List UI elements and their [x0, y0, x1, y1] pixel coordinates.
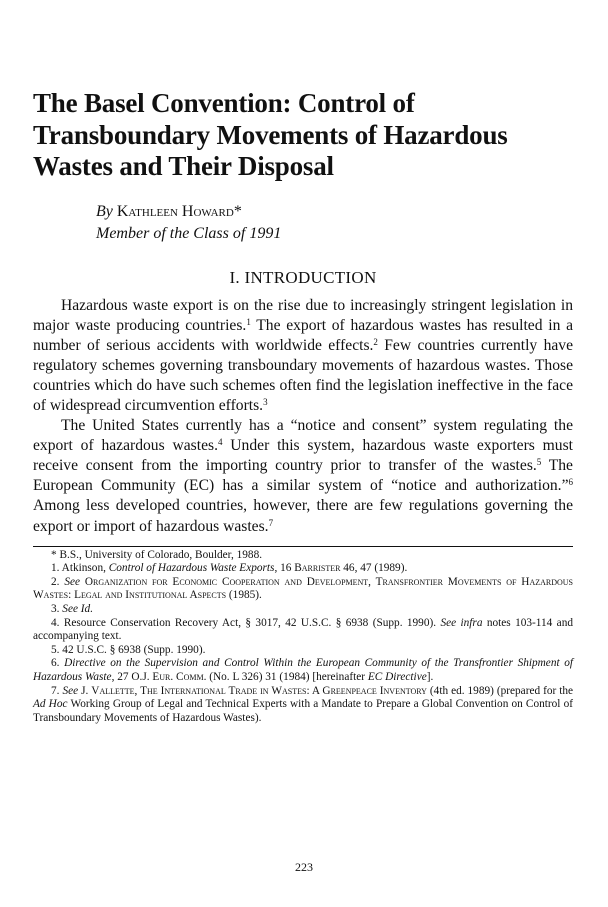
italic-text: EC Directive [367, 670, 427, 683]
text-run: J. [78, 684, 92, 697]
text-run: (4th ed. 1989) (prepared for the [426, 684, 574, 697]
text-run: The European Community (EC) has a similar system of “notice and authorization.” [33, 457, 573, 495]
text-run: 1. Atkinson, [51, 562, 109, 575]
footnote-ref: 1 [246, 316, 251, 327]
text-run: , 16 [274, 562, 295, 575]
byline [96, 201, 573, 245]
footnote [33, 549, 573, 563]
text-run: 2. [51, 575, 65, 588]
footnote [33, 644, 573, 658]
text-run: , 27 O.J. [111, 670, 153, 683]
footnote-ref: 7 [268, 517, 274, 528]
title-line: Transboundary Movements of Hazardous [33, 119, 508, 150]
footnote-ref: 4 [217, 437, 223, 448]
byline-by: By [96, 202, 113, 220]
small-caps-text: Eur. Comm. [152, 670, 207, 683]
italic-text: See [64, 575, 80, 588]
small-caps-text: Barrister [294, 562, 341, 575]
author-footnote-mark: * [233, 202, 242, 220]
footnotes [33, 549, 573, 726]
article-body [33, 296, 573, 537]
article-page [33, 88, 573, 725]
text-run: Under this system, hazardous waste exporters must receive consent from the importing country prior to transfer of the wastes. [33, 437, 573, 475]
small-caps-text: Organization for Economic Cooperation and Development, Transfrontier Movements of Hazardous Wastes: Legal and Institutional Aspects [33, 575, 574, 602]
author-affiliation: Member of the Class of 1991 [96, 224, 282, 242]
footnote [33, 657, 573, 684]
text-run: notes 103-114 and accompanying text. [33, 616, 573, 643]
footnote [33, 562, 573, 576]
text-run: 46, 47 (1989). [340, 562, 408, 575]
footnote-ref: 6 [568, 477, 573, 488]
text-run: 4. Resource Conservation Recovery Act, § 3017, 42 U.S.C. § 6938 (Supp. 1990). [51, 616, 441, 629]
italic-text: See infra [440, 616, 483, 629]
text-run: 6. [51, 657, 65, 670]
article-title [33, 88, 573, 183]
author-name: Kathleen Howard [116, 202, 234, 220]
text-run: 3. [51, 603, 63, 615]
text-run: (1985). [226, 589, 262, 602]
text-run: The export of hazardous wastes has resulted in a number of serious accidents with worldwide effects. [33, 316, 573, 354]
footnote [33, 576, 573, 603]
text-run: * B.S., University of Colorado, Boulder, 1988. [51, 548, 263, 561]
footnote [33, 617, 573, 644]
small-caps-text: Vallette, The International Trade in Wastes: A Greenpeace Inventory [91, 684, 427, 697]
text-run: Few countries currently have regulatory schemes governing transboundary movements of hazardous wastes. Those countries which do have such schemes often find the legislation ineffective in the face of widespread circumvention efforts. [33, 336, 573, 414]
footnote [33, 603, 573, 617]
text-run: 7. [51, 684, 63, 697]
title-line: Wastes and Their Disposal [33, 151, 334, 181]
body-paragraph [33, 296, 573, 417]
footnote-ref: 3 [263, 396, 268, 407]
text-run: The United States currently has a “notice and consent” system regulating the export of hazardous wastes. [33, 417, 573, 455]
italic-text: See Id. [62, 603, 94, 615]
section-heading: I. INTRODUCTION [229, 267, 377, 287]
italic-text: Ad Hoc [33, 698, 68, 711]
body-paragraph [33, 416, 573, 537]
text-run: Hazardous waste export is on the rise due to increasingly stringent legislation in major waste producing countries. [33, 296, 573, 334]
text-run: (No. L 326) 31 (1984) [hereinafter [206, 670, 368, 683]
text-run: 5. 42 U.S.C. § 6938 (Supp. 1990). [51, 643, 206, 656]
footnote-divider [33, 546, 573, 547]
author-line [96, 201, 573, 223]
page-number: 223 [295, 860, 313, 874]
italic-text: Control of Hazardous Waste Exports [108, 562, 275, 575]
title-line: The Basel Convention: Control of [33, 88, 415, 118]
text-run: Among less developed countries, however, there are few regulations governing the export or import of hazardous wastes. [33, 497, 573, 535]
text-run: ]. [426, 670, 434, 683]
footnote-ref: 5 [536, 457, 542, 468]
footnote-ref: 2 [373, 336, 378, 347]
italic-text: See [62, 684, 79, 697]
text-run: Working Group of Legal and Technical Experts with a Mandate to Prepare a Global Convention on Control of Transboundary Movements of Hazardous Wastes). [33, 698, 573, 724]
italic-text: Directive on the Supervision and Control Within the European Community of the Transfrontier Shipment of Hazardous Waste [33, 657, 573, 683]
footnote [33, 685, 573, 726]
